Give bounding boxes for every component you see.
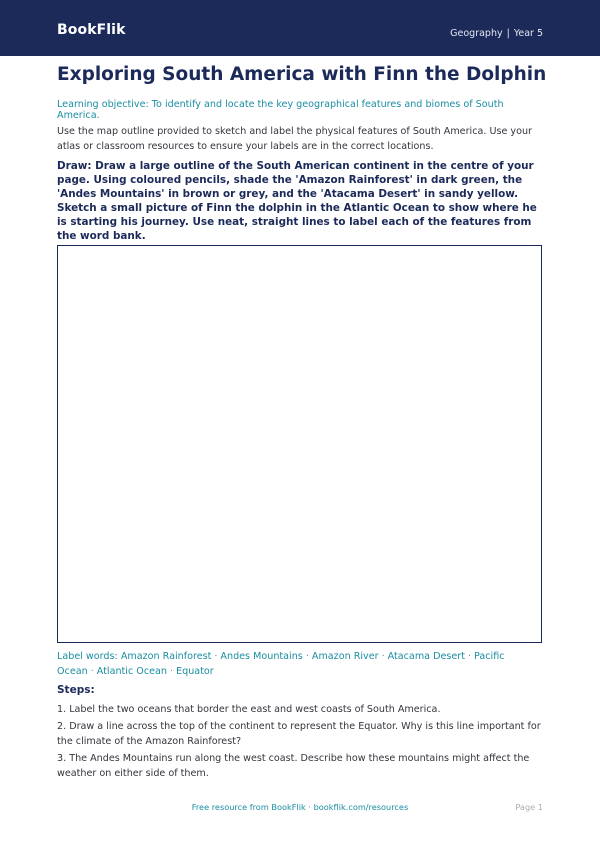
subject-label: Geography — [450, 28, 503, 39]
word-separator: · — [305, 651, 309, 662]
draw-instruction: Draw: Draw a large outline of the South American continent in the centre of your page. Using coloured pencils, shade the 'Amazon Rainforest' in dark green, the 'Andes Mountains' in brown or grey, and the 'Atacama Desert' in sandy yellow. Sketch a small picture of Finn the dolphin in the Atlantic Ocean to show where he is starting his journey. Use neat, straight lines to label each of the features from the word bank. — [57, 160, 537, 242]
learning-objective: Learning objective: To identify and locate the key geographical features and biomes of South America. — [57, 99, 504, 121]
intro-text: Use the map outline provided to sketch and label the physical features of South America. Use your atlas or classroom resources to ensure your labels are in the correct locations. — [57, 126, 532, 152]
word-separator: · — [90, 666, 94, 677]
steps-list — [57, 702, 547, 783]
label-word: Atlantic Ocean — [96, 666, 167, 677]
footer-credit: Free resource from BookFlik · bookflik.com/resources — [191, 802, 409, 812]
label-word: Amazon River — [311, 651, 379, 662]
label-word: Atacama Desert — [387, 651, 465, 662]
step-item: 3. The Andes Mountains run along the west coast. Describe how these mountains might affect the weather on either side of them. — [57, 753, 530, 779]
label-word: Andes Mountains — [220, 651, 303, 662]
page-title: Exploring South America with Finn the Dolphin — [57, 64, 547, 85]
word-separator: · — [214, 651, 218, 662]
word-separator: · — [170, 666, 174, 677]
drawing-area[interactable] — [57, 245, 542, 643]
steps-heading: Steps: — [57, 684, 95, 696]
label-words — [57, 649, 545, 679]
step-item: 2. Draw a line across the top of the continent to represent the Equator. Why is this line important for the climate of the Amazon Rainforest? — [57, 721, 541, 747]
year-label: Year 5 — [513, 28, 543, 39]
meta-separator: | — [506, 28, 510, 39]
brand-logo: BookFlik — [57, 22, 126, 38]
label-words-prefix: Label words: — [57, 651, 118, 662]
word-separator: · — [381, 651, 385, 662]
label-word: Amazon Rainforest — [120, 651, 212, 662]
word-separator: · — [467, 651, 472, 662]
subject-meta — [450, 28, 543, 39]
page-number: Page 1 — [515, 802, 543, 812]
step-item: 1. Label the two oceans that border the east and west coasts of South America. — [57, 704, 441, 715]
page-header — [0, 0, 600, 56]
label-word: Pacific Ocean — [57, 651, 505, 677]
label-word: Equator — [176, 666, 214, 677]
